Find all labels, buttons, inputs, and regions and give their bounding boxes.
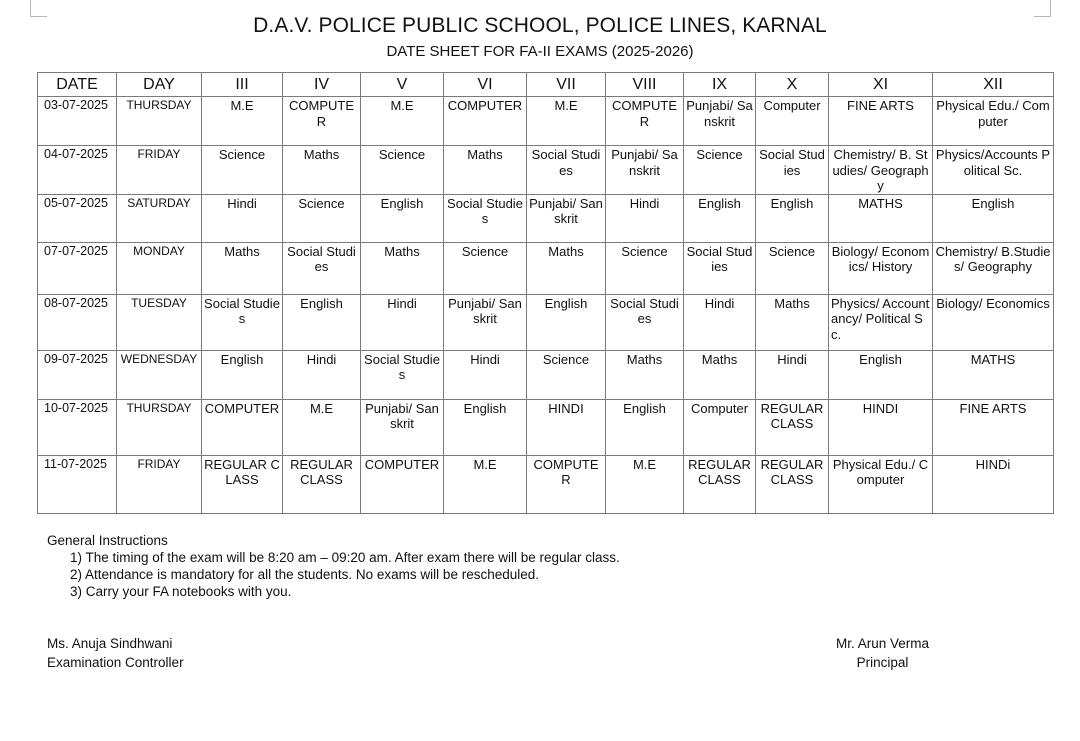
subject-cell: REGULAR CLASS [756,455,829,513]
subject-cell: English [283,294,361,350]
subject-cell: M.E [202,97,283,146]
subject-cell: HINDi [933,455,1054,513]
subject-cell: Social Studies [202,294,283,350]
subject-cell: Hindi [606,194,684,242]
column-header-class-xii: XII [933,73,1054,97]
day-cell: MONDAY [117,242,202,294]
column-header-class-vi: VI [444,73,527,97]
subject-cell: Hindi [756,350,829,399]
table-row [38,194,1054,242]
subject-cell: Computer [756,97,829,146]
general-instructions [47,532,620,600]
subject-cell: Science [606,242,684,294]
column-header-class-x: X [756,73,829,97]
subject-cell: Punjabi/ Sanskrit [606,146,684,195]
header-row [38,73,1054,97]
subject-cell: HINDI [527,399,606,455]
date-sheet-table [37,72,1054,514]
subject-cell: English [829,350,933,399]
subject-cell: Maths [684,350,756,399]
date-cell: 07-07-2025 [38,242,117,294]
subject-cell: Physical Edu./ Computer [933,97,1054,146]
subject-cell: Maths [606,350,684,399]
subject-cell: Science [684,146,756,195]
subject-cell: M.E [283,399,361,455]
date-cell: 11-07-2025 [38,455,117,513]
subject-cell: M.E [606,455,684,513]
subject-cell: Punjabi/ Sanskrit [444,294,527,350]
date-cell: 05-07-2025 [38,194,117,242]
column-header-class-viii: VIII [606,73,684,97]
subject-cell: Maths [361,242,444,294]
subject-cell: Punjabi/ Sanskrit [684,97,756,146]
instruction-item: 3) Carry your FA notebooks with you. [70,584,292,599]
subject-cell: Maths [756,294,829,350]
subject-cell: Maths [202,242,283,294]
subject-cell: REGULAR CLASS [202,455,283,513]
day-cell: THURSDAY [117,97,202,146]
subject-cell: English [933,194,1054,242]
subject-cell: Science [202,146,283,195]
day-cell: SATURDAY [117,194,202,242]
subject-cell: Chemistry/ B. Studies/ Geography [829,146,933,195]
column-header-class-vii: VII [527,73,606,97]
subject-cell: MATHS [933,350,1054,399]
instructions-title: General Instructions [47,533,168,548]
table-row [38,146,1054,195]
subject-cell: Social Studies [283,242,361,294]
signature-principal [800,634,965,672]
subject-cell: Biology/ Economics [933,294,1054,350]
subject-cell: Physical Edu./ Computer [829,455,933,513]
subject-cell: REGULAR CLASS [684,455,756,513]
subject-cell: Maths [527,242,606,294]
table-row [38,455,1054,513]
day-cell: THURSDAY [117,399,202,455]
column-header-class-v: V [361,73,444,97]
subject-cell: English [361,194,444,242]
subject-cell: Maths [283,146,361,195]
subject-cell: FINE ARTS [933,399,1054,455]
subject-cell: Physics/Accounts Political Sc. [933,146,1054,195]
subject-cell: English [684,194,756,242]
subject-cell: Chemistry/ B.Studies/ Geography [933,242,1054,294]
instructions-list [47,549,620,600]
column-header-class-iv: IV [283,73,361,97]
signatory-name: Ms. Anuja Sindhwani [47,636,173,651]
subject-cell: English [444,399,527,455]
subject-cell: Science [361,146,444,195]
subject-cell: Social Studies [684,242,756,294]
subject-cell: REGULAR CLASS [283,455,361,513]
subject-cell: COMPUTER [202,399,283,455]
subject-cell: English [606,399,684,455]
table-row [38,242,1054,294]
day-cell: TUESDAY [117,294,202,350]
subject-cell: Computer [684,399,756,455]
subject-cell: Physics/ Accountancy/ Political Sc. [829,294,933,350]
table-body [38,97,1054,514]
subject-cell: Hindi [283,350,361,399]
subject-cell: Hindi [684,294,756,350]
table-row [38,399,1054,455]
table-row [38,97,1054,146]
subject-cell: Science [527,350,606,399]
column-header-date: DATE [38,73,117,97]
day-cell: FRIDAY [117,146,202,195]
subject-cell: Social Studies [756,146,829,195]
instruction-item: 1) The timing of the exam will be 8:20 am – 09:20 am. After exam there will be regular class. [70,550,620,565]
subject-cell: English [202,350,283,399]
subject-cell: Hindi [202,194,283,242]
subject-cell: Science [756,242,829,294]
subject-cell: M.E [444,455,527,513]
subject-cell: Social Studies [361,350,444,399]
day-cell: WEDNESDAY [117,350,202,399]
instruction-item: 2) Attendance is mandatory for all the students. No exams will be rescheduled. [70,567,539,582]
column-header-class-iii: III [202,73,283,97]
document-header [0,14,1080,60]
subject-cell: Social Studies [527,146,606,195]
subject-cell: Punjabi/ Sanskrit [527,194,606,242]
subject-cell: Science [444,242,527,294]
subject-cell: M.E [361,97,444,146]
day-cell: FRIDAY [117,455,202,513]
subject-cell: MATHS [829,194,933,242]
subject-cell: Social Studies [444,194,527,242]
school-name: D.A.V. POLICE PUBLIC SCHOOL, POLICE LINES, KARNAL [253,14,827,37]
signatory-name: Mr. Arun Verma [835,636,930,651]
subject-cell: COMPUTER [444,97,527,146]
table-row [38,350,1054,399]
date-sheet-title: DATE SHEET FOR FA-II EXAMS (2025-2026) [386,43,694,60]
table-row [38,294,1054,350]
subject-cell: REGULAR CLASS [756,399,829,455]
subject-cell: English [527,294,606,350]
subject-cell: COMPUTER [527,455,606,513]
date-cell: 04-07-2025 [38,146,117,195]
subject-cell: Hindi [361,294,444,350]
date-cell: 09-07-2025 [38,350,117,399]
subject-cell: English [756,194,829,242]
table-header [38,73,1054,97]
column-header-class-xi: XI [829,73,933,97]
subject-cell: COMPUTER [283,97,361,146]
column-header-day: DAY [117,73,202,97]
subject-cell: COMPUTER [361,455,444,513]
date-cell: 10-07-2025 [38,399,117,455]
subject-cell: Punjabi/ Sanskrit [361,399,444,455]
signatory-title: Examination Controller [47,655,184,670]
subject-cell: Maths [444,146,527,195]
subject-cell: Hindi [444,350,527,399]
signatory-title: Principal [856,655,909,670]
subject-cell: M.E [527,97,606,146]
subject-cell: FINE ARTS [829,97,933,146]
subject-cell: Biology/ Economics/ History [829,242,933,294]
date-cell: 03-07-2025 [38,97,117,146]
date-cell: 08-07-2025 [38,294,117,350]
subject-cell: HINDI [829,399,933,455]
column-header-class-ix: IX [684,73,756,97]
subject-cell: Science [283,194,361,242]
signature-examination-controller [47,634,184,672]
subject-cell: Social Studies [606,294,684,350]
subject-cell: COMPUTER [606,97,684,146]
